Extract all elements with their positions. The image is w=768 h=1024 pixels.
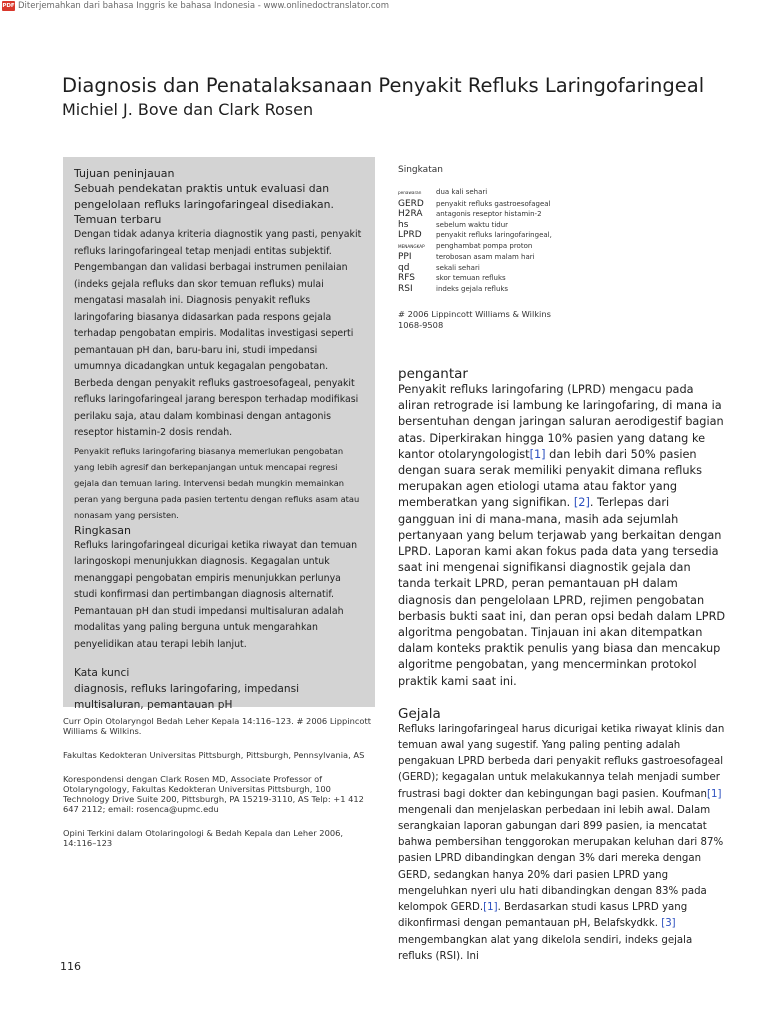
abbreviation-value: antagonis reseptor histamin-2 xyxy=(436,210,542,218)
abbreviation-key: RFS xyxy=(398,273,415,283)
gejala-heading: Gejala xyxy=(398,705,441,722)
title-block xyxy=(62,74,742,119)
gejala-text-4: mengembangkan alat yang dikelola sendiri, indeks gejala refluks (RSI). Ini xyxy=(398,934,693,962)
citation-link[interactable]: [2] xyxy=(573,496,590,510)
translation-banner[interactable] xyxy=(0,0,389,12)
abbreviation-key: GERD xyxy=(398,198,424,209)
purpose-heading: Tujuan peninjauan xyxy=(74,167,175,180)
citation-link[interactable]: [1] xyxy=(707,788,722,800)
keywords-heading: Kata kunci xyxy=(74,667,130,679)
abbreviation-row xyxy=(398,284,728,295)
abbreviation-row xyxy=(398,241,728,253)
abbreviation-key: RSI xyxy=(398,283,413,294)
intro-text-3: . Terlepas dari gangguan ini di mana-mana, masih ada sejumlah pertanyaan yang belum terjawab yang berkaitan dengan LPRD. Laporan kami akan fokus pada data yang tersedia saat ini mengenai signifikansi diagnostik gejala dan tanda terkait LPRD, peran pemantauan pH dalam diagnosis dan pengelolaan LPRD, rejimen pengobatan berbasis bukti saat ini, dan peran opsi bedah dalam LPRD algoritma pengobatan. Tinjauan ini akan ditempatkan dalam konteks praktik penulis yang biasa dan mencakup algoritme pengobatan, yang mencerminkan protokol praktik kami saat ini. xyxy=(398,496,726,688)
abbreviations-title: Singkatan xyxy=(398,165,443,175)
abbreviation-row xyxy=(398,199,728,210)
abbreviation-value: indeks gejala refluks xyxy=(436,284,509,293)
abbreviation-value: terobosan asam malam hari xyxy=(436,253,535,261)
abbreviation-row xyxy=(398,209,728,220)
abbreviation-key: PPI xyxy=(398,252,412,262)
abbreviation-key: H2RA xyxy=(398,209,423,219)
intro-paragraph xyxy=(398,382,726,690)
summary-text: Refluks laringofaringeal dicurigai ketika riwayat dan temuan laringoskopi menunjukkan diagnosis. Kegagalan untuk menanggapi pengobatan empiris menunjukkan perlunya studi konfirmasi dan pertimbangan diagnosis alternatif. Pemantauan pH dan studi impedansi multisaluran adalah modalitas yang paling berguna untuk mengarahkan penyelidikan atau terapi lebih lanjut. xyxy=(74,539,358,650)
abbreviation-key: MENANGKAP xyxy=(398,243,425,249)
abbreviation-row xyxy=(398,273,728,284)
pdf-icon: PDF xyxy=(2,3,15,9)
findings-text: Dengan tidak adanya kriteria diagnostik yang pasti, penyakit refluks laringofaringeal tetap menjadi entitas subjektif. Pengembangan dan validasi berbagai instrumen penilaian (indeks gejala refluks dan skor temuan refluks) mulai mengatasi masalah ini. Diagnosis penyakit refluks laringofaring biasanya didasarkan pada respons gejala terhadap pengobatan empiris. Modalitas investigasi seperti pemantauan pH dan, baru-baru ini, studi impedansi umumnya dicadangkan untuk kegagalan pengobatan. Berbeda dengan penyakit refluks gastroesofageal, penyakit refluks laringofaringeal jarang berespon terhadap modifikasi perilaku saja, atau dalam kombinasi dengan antagonis reseptor histamin-2 dosis rendah. xyxy=(74,229,362,438)
abbreviation-value: dua kali sehari xyxy=(436,188,488,196)
citation-link[interactable]: [1] xyxy=(529,447,546,461)
translation-banner-text[interactable]: Diterjemahkan dari bahasa Inggris ke bahasa Indonesia - www.onlinedoctranslator.com xyxy=(18,1,390,11)
abbreviation-key: LPRD xyxy=(398,230,422,240)
page-number: 116 xyxy=(60,960,81,973)
journal-note: Opini Terkini dalam Otolaringologi & Bedah Kepala dan Leher 2006, 14:116–123 xyxy=(63,828,344,848)
gejala-text-1: Refluks laringofaringeal harus dicurigai ketika riwayat klinis dan temuan awal yang sugestif. Yang paling penting adalah pengakuan LPRD berbeda dari penyakit refluks gastroesofageal (GERD); kegagalan untuk melakukannya telah menjadi sumber frustrasi bagi dokter dan kebingungan bagi pasien. Koufman xyxy=(398,723,725,800)
abbreviation-key: penawaran xyxy=(398,190,422,195)
abbreviation-value: sebelum waktu tidur xyxy=(436,220,509,229)
abbreviations-list xyxy=(398,187,728,294)
right-column xyxy=(398,366,726,965)
gejala-text-2: mengenali dan menjelaskan perbedaan ini lebih awal. Dalam serangkaian laporan gabungan dari 899 pasien, ia mencatat bahwa pembersihan tenggorokan merupakan keluhan dari 87% pasien LPRD dibandingkan dengan 3% dari mereka dengan GERD, sedangkan hanya 20% dari pasien LPRD yang mengeluhkan nyeri ulu hati dibandingkan dengan 83% pada kelompok GERD. xyxy=(398,804,724,914)
affiliation-note: Fakultas Kedokteran Universitas Pittsburgh, Pittsburgh, Pennsylvania, AS xyxy=(63,750,365,760)
summary-box xyxy=(63,157,375,711)
abbreviation-row xyxy=(398,220,728,231)
article-title: Diagnosis dan Penatalaksanaan Penyakit Refluks Laringofaringeal xyxy=(62,74,705,97)
findings-text-2: Penyakit refluks laringofaring biasanya memerlukan pengobatan yang lebih agresif dan berkepanjangan untuk mencapai regresi gejala dan temuan laring. Intervensi bedah mungkin memainkan peran yang berguna pada pasien tertentu dengan refluks asam atau nonasam yang persisten. xyxy=(74,445,360,520)
abbreviation-value: skor temuan refluks xyxy=(436,274,506,282)
abbreviation-row xyxy=(398,187,728,199)
citation-link[interactable]: [1] xyxy=(483,902,498,914)
abbreviation-key: qd xyxy=(398,262,410,273)
intro-text-2: dan lebih dari 50% pasien dengan suara serak memiliki penyakit dimana refluks merupakan agen etiologi utama atau faktor yang memberatkan yang signifikan. xyxy=(398,447,702,510)
citation-link[interactable]: [3] xyxy=(661,918,676,930)
abbreviation-value: sekali sehari xyxy=(436,263,480,272)
left-notes xyxy=(63,716,375,862)
abbreviations xyxy=(398,165,728,294)
correspondence-note: Korespondensi dengan Clark Rosen MD, Associate Professor of Otolaryngology, Fakultas Kedokteran Universitas Pittsburgh, 100 Technology Drive Suite 200, Pittsburgh, PA 15219-3110, AS Telp: +1 412 647 2112; email: rosenca@upmc.edu xyxy=(63,774,364,814)
abbreviation-value: penyakit refluks laringofaringeal, xyxy=(436,231,552,239)
copyright-line: # 2006 Lippincott Williams & Wilkins xyxy=(398,309,551,319)
abbreviation-value: penyakit refluks gastroesofageal xyxy=(436,199,551,208)
purpose-text: Sebuah pendekatan praktis untuk evaluasi dan pengelolaan refluks laringofaringeal disediakan. xyxy=(74,182,334,211)
article-authors: Michiel J. Bove dan Clark Rosen xyxy=(62,100,314,119)
gejala-paragraph xyxy=(398,722,726,965)
issn-line: 1068-9508 xyxy=(398,320,444,330)
abbreviation-row xyxy=(398,252,728,263)
abbreviation-row xyxy=(398,230,728,241)
keywords-text: diagnosis, refluks laringofaring, impedansi multisaluran, pemantauan pH xyxy=(74,683,300,711)
summary-heading: Ringkasan xyxy=(74,523,132,537)
gejala-text-3: . Berdasarkan studi kasus LPRD yang dikonfirmasi dengan pemantauan pH, Belafskydkk. xyxy=(398,902,688,930)
abbreviation-key: hs xyxy=(398,219,409,230)
intro-heading: pengantar xyxy=(398,366,468,382)
copyright-block xyxy=(398,309,551,331)
findings-heading: Temuan terbaru xyxy=(74,213,162,226)
abbreviation-row xyxy=(398,263,728,274)
citation-note: Curr Opin Otolaryngol Bedah Leher Kepala 14:116–123. # 2006 Lippincott Williams & Wilkins. xyxy=(63,716,371,736)
abbreviation-value: penghambat pompa proton xyxy=(436,241,533,250)
gejala-section xyxy=(398,706,726,965)
intro-text-1: Penyakit refluks laringofaring (LPRD) mengacu pada aliran retrograde isi lambung ke laringofaring, di mana ia bersentuhan dengan jaringan saluran aerodigestif bagian atas. Diperkirakan hingga 10% pasien yang datang ke kantor otolaryngologist xyxy=(398,383,724,461)
